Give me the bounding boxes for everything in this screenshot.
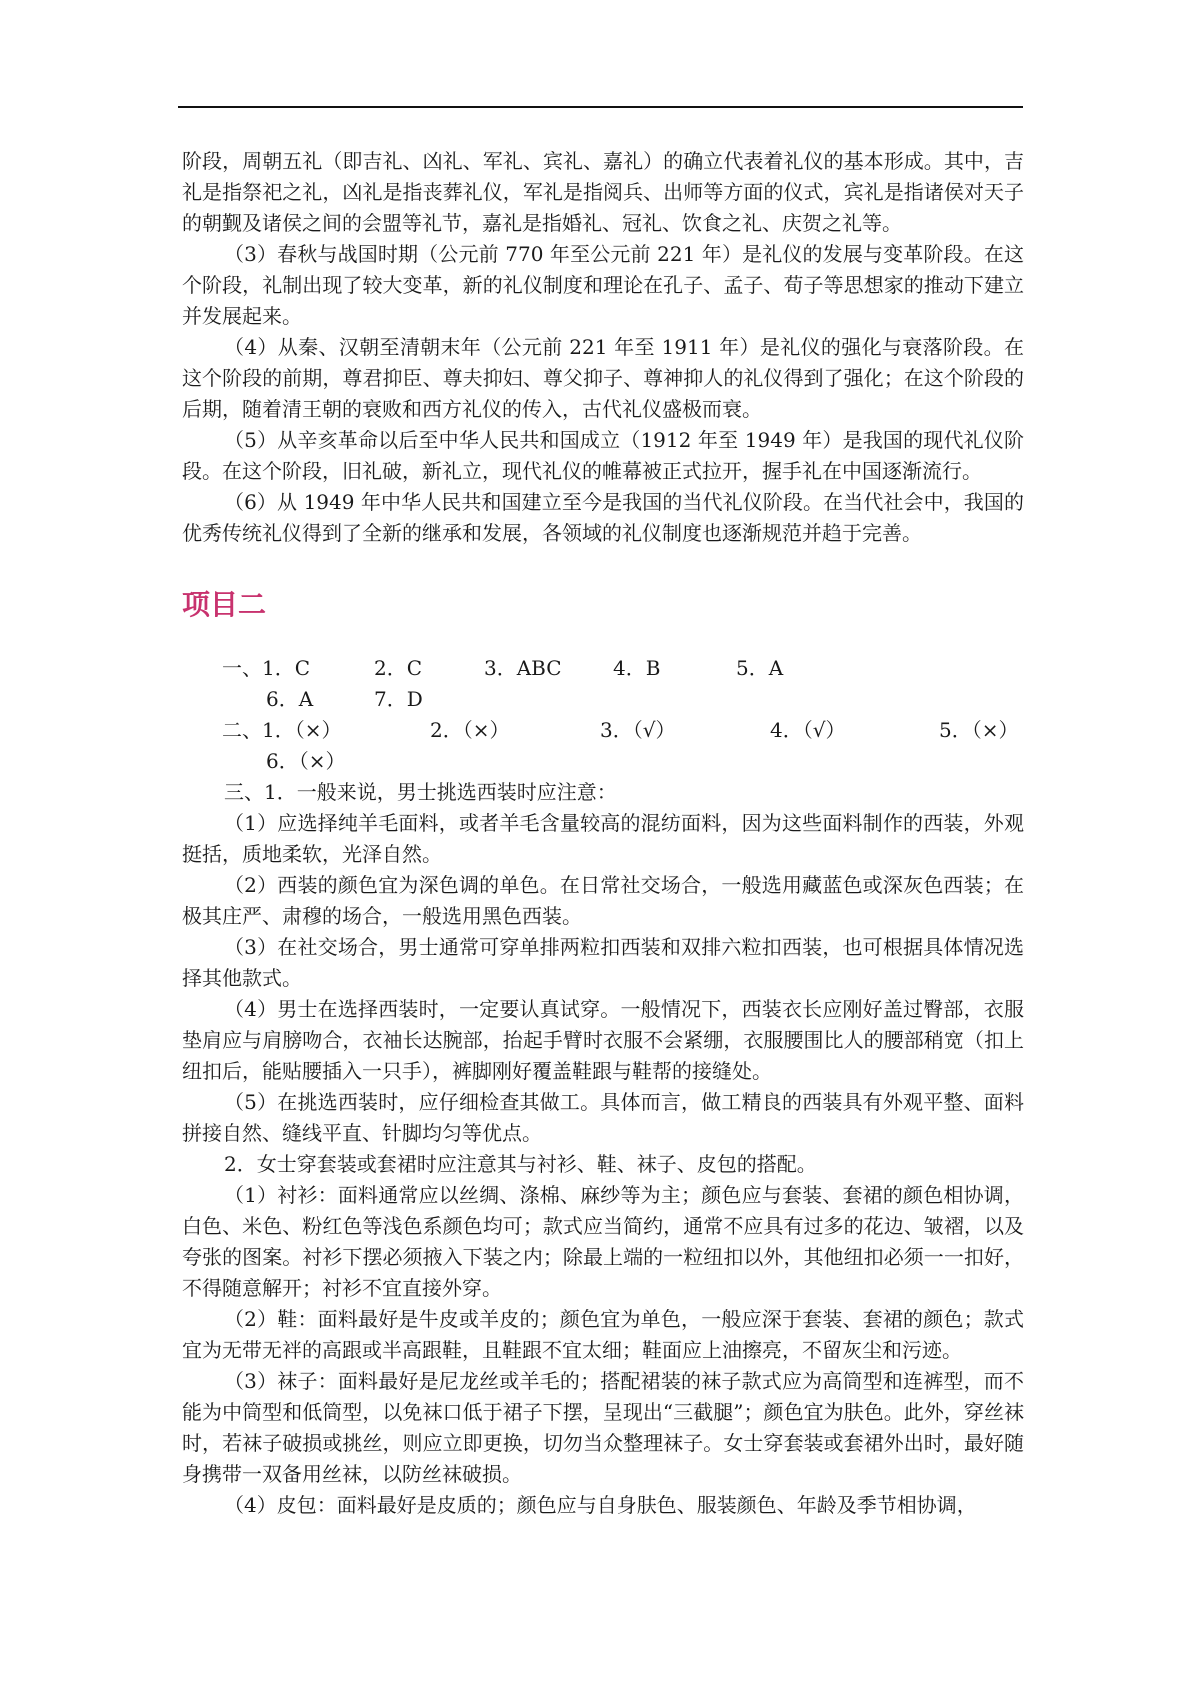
intro-paragraph: （6）从 1949 年中华人民共和国建立至今是我国的当代礼仪阶段。在当代社会中，我国的优秀传统礼仪得到了全新的继承和发展，各领域的礼仪制度也逐渐规范并趋于完善。 bbox=[182, 490, 1024, 545]
intro-paragraph: （5）从辛亥革命以后至中华人民共和国成立（1912 年至 1949 年）是我国的现代礼仪阶段。在这个阶段，旧礼破，新礼立，现代礼仪的帷幕被正式拉开，握手礼在中国逐渐流行。 bbox=[182, 428, 1024, 483]
part-three-heading: 三、1．一般来说，男士挑选西装时应注意： bbox=[224, 780, 617, 804]
answer-item: 4．B bbox=[613, 656, 661, 680]
answer-item: 2．（×） bbox=[430, 718, 510, 742]
women-point: （3）袜子：面料最好是尼龙丝或羊毛的；搭配裙装的袜子款式应为高筒型和连裤型，而不能为中筒型和低筒型，以免袜口低于裙子下摆，呈现出“三截腿”；颜色宜为肤色。此外，穿丝袜时，若袜子破损或挑丝，则应立即更换，切勿当众整理袜子。女士穿套装或套裙外出时，最好随身携带一双备用丝袜，以防丝袜破损。 bbox=[182, 1369, 1024, 1486]
answer-item: 二、1．（×） bbox=[222, 718, 342, 742]
women-heading: 2．女士穿套装或套裙时应注意其与衬衫、鞋、袜子、皮包的搭配。 bbox=[224, 1152, 817, 1176]
answer-item: 6．（×） bbox=[266, 749, 346, 773]
answer-item: 5．（×） bbox=[939, 718, 1019, 742]
women-point: （4）皮包：面料最好是皮质的；颜色应与自身肤色、服装颜色、年龄及季节相协调， bbox=[224, 1493, 977, 1517]
page-content bbox=[182, 146, 1024, 1521]
women-point: （2）鞋：面料最好是牛皮或羊皮的；颜色宜为单色，一般应深于套装、套裙的颜色；款式宜为无带无袢的高跟或半高跟鞋，且鞋跟不宜太细；鞋面应上油擦亮，不留灰尘和污迹。 bbox=[182, 1307, 1024, 1362]
answer-item: 3．（√） bbox=[600, 718, 676, 742]
answers-one-row bbox=[182, 653, 1024, 684]
men-point: （2）西装的颜色宜为深色调的单色。在日常社交场合，一般选用藏蓝色或深灰色西装；在极其庄严、肃穆的场合，一般选用黑色西装。 bbox=[182, 873, 1024, 928]
answer-item: 7．D bbox=[374, 687, 423, 711]
intro-paragraph: 阶段，周朝五礼（即吉礼、凶礼、军礼、宾礼、嘉礼）的确立代表着礼仪的基本形成。其中，吉礼是指祭祀之礼，凶礼是指丧葬礼仪，军礼是指阅兵、出师等方面的仪式，宾礼是指诸侯对天子的朝觐及诸侯之间的会盟等礼节，嘉礼是指婚礼、冠礼、饮食之礼、庆贺之礼等。 bbox=[182, 149, 1024, 235]
section-title: 项目二 bbox=[182, 588, 267, 621]
answer-item: 4．（√） bbox=[770, 718, 846, 742]
answers-two-row bbox=[182, 746, 1024, 777]
header-rule bbox=[178, 106, 1023, 108]
answer-item: 5．A bbox=[736, 656, 784, 680]
answer-item: 3．ABC bbox=[484, 656, 562, 680]
answer-item: 一、1．C bbox=[222, 656, 311, 680]
men-point: （3）在社交场合，男士通常可穿单排两粒扣西装和双排六粒扣西装，也可根据具体情况选择其他款式。 bbox=[182, 935, 1024, 990]
intro-paragraph: （4）从秦、汉朝至清朝末年（公元前 221 年至 1911 年）是礼仪的强化与衰落阶段。在这个阶段的前期，尊君抑臣、尊夫抑妇、尊父抑子、尊神抑人的礼仪得到了强化；在这个阶段的后期，随着清王朝的衰败和西方礼仪的传入，古代礼仪盛极而衰。 bbox=[182, 335, 1024, 421]
answers-two-row bbox=[182, 715, 1024, 746]
answer-item: 6．A bbox=[266, 687, 314, 711]
men-point: （1）应选择纯羊毛面料，或者羊毛含量较高的混纺面料，因为这些面料制作的西装，外观挺括，质地柔软，光泽自然。 bbox=[182, 811, 1024, 866]
men-point: （5）在挑选西装时，应仔细检查其做工。具体而言，做工精良的西装具有外观平整、面料拼接自然、缝线平直、针脚均匀等优点。 bbox=[182, 1090, 1024, 1145]
answer-item: 2．C bbox=[374, 656, 423, 680]
women-point: （1）衬衫：面料通常应以丝绸、涤棉、麻纱等为主；颜色应与套装、套裙的颜色相协调，白色、米色、粉红色等浅色系颜色均可；款式应当简约，通常不应具有过多的花边、皱褶，以及夸张的图案。衬衫下摆必须掖入下装之内；除最上端的一粒纽扣以外，其他纽扣必须一一扣好，不得随意解开；衬衫不宜直接外穿。 bbox=[182, 1183, 1024, 1300]
men-point: （4）男士在选择西装时，一定要认真试穿。一般情况下，西装衣长应刚好盖过臀部，衣服垫肩应与肩膀吻合，衣袖长达腕部，抬起手臂时衣服不会紧绷，衣服腰围比人的腰部稍宽（扣上纽扣后，能贴腰插入一只手），裤脚刚好覆盖鞋跟与鞋帮的接缝处。 bbox=[182, 997, 1024, 1083]
intro-paragraph: （3）春秋与战国时期（公元前 770 年至公元前 221 年）是礼仪的发展与变革阶段。在这个阶段，礼制出现了较大变革，新的礼仪制度和理论在孔子、孟子、荀子等思想家的推动下建立并发展起来。 bbox=[182, 242, 1024, 328]
answers-one-row bbox=[182, 684, 1024, 715]
